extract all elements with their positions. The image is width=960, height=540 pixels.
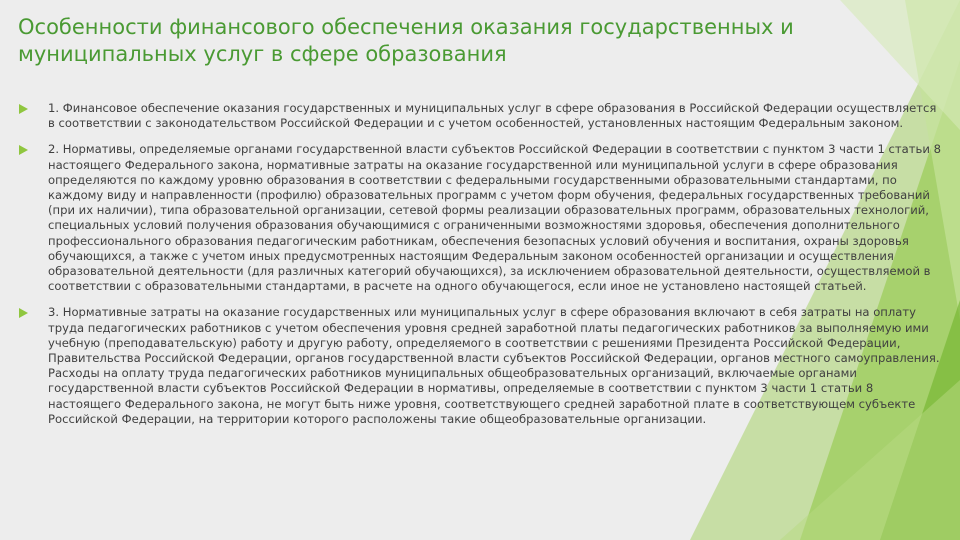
slide-title: Особенности финансового обеспечения оказания государственных и муниципальных услуг в сфере образования [18,15,794,66]
bullet-text-1: 1. Финансовое обеспечение оказания государственных и муниципальных услуг в сфере образования в Российской Федерации осуществляется в соответствии с законодательством Российской Федерации и с учетом особенностей, установленных настоящим Федеральным законом. [48,101,937,131]
bullet-text-3: 3. Нормативные затраты на оказание государственных или муниципальных услуг в сфере образования включают в себя затраты на оплату труда педагогических работников с учетом обеспечения уровня средней заработной платы педагогических работников за выполняемую ими учебную (преподавательскую) работу и другую работу, определяемого в соответствии с решениями Президента Российской Федерации, Правительства Российской Федерации, органов государственной власти субъектов Российской Федерации, органов местного самоуправления. Расходы на оплату труда педагогических работников муниципальных общеобразовательных организаций, включаемые органами государственной власти субъектов Российской Федерации в нормативы, определяемые в соответствии с пунктом 3 части 1 статьи 8 настоящего Федерального закона, не могут быть ниже уровня, соответствующего средней заработной плате в соответствующем субъекте Российской Федерации, на территории которого расположены такие общеобразовательные организации. [48,305,940,426]
triangle-right-icon [19,104,28,114]
triangle-right-icon [19,145,28,155]
bullet-item-3 [18,305,943,427]
bullet-item-1 [18,101,943,131]
bullet-text-2: 2. Нормативы, определяемые органами государственной власти субъектов Российской Федерации в соответствии с пунктом 3 части 1 статьи 8 настоящего Федерального закона, нормативные затраты на оказание государственной или муниципальной услуги в сфере образования определяются по каждому уровню образования в соответствии с федеральными государственными образовательными стандартами, по каждому виду и направленности (профилю) образовательных программ с учетом форм обучения, федеральных государственных требований (при их наличии), типа образовательной организации, сетевой формы реализации образовательных программ, образовательных технологий, специальных условий получения образования обучающимися с ограниченными возможностями здоровья, обеспечения дополнительного профессионального образования педагогическим работникам, обеспечения безопасных условий обучения и воспитания, охраны здоровья обучающихся, а также с учетом иных предусмотренных настоящим Федеральным законом особенностей организации и осуществления образовательной деятельности (для различных категорий обучающихся), за исключением образовательной деятельности, осуществляемой в соответствии с образовательными стандартами, в расчете на одного обучающегося, если иное не установлено настоящей статьей. [48,142,941,294]
bullet-list [18,101,943,438]
bullet-item-2 [18,142,943,294]
triangle-right-icon [19,308,28,318]
